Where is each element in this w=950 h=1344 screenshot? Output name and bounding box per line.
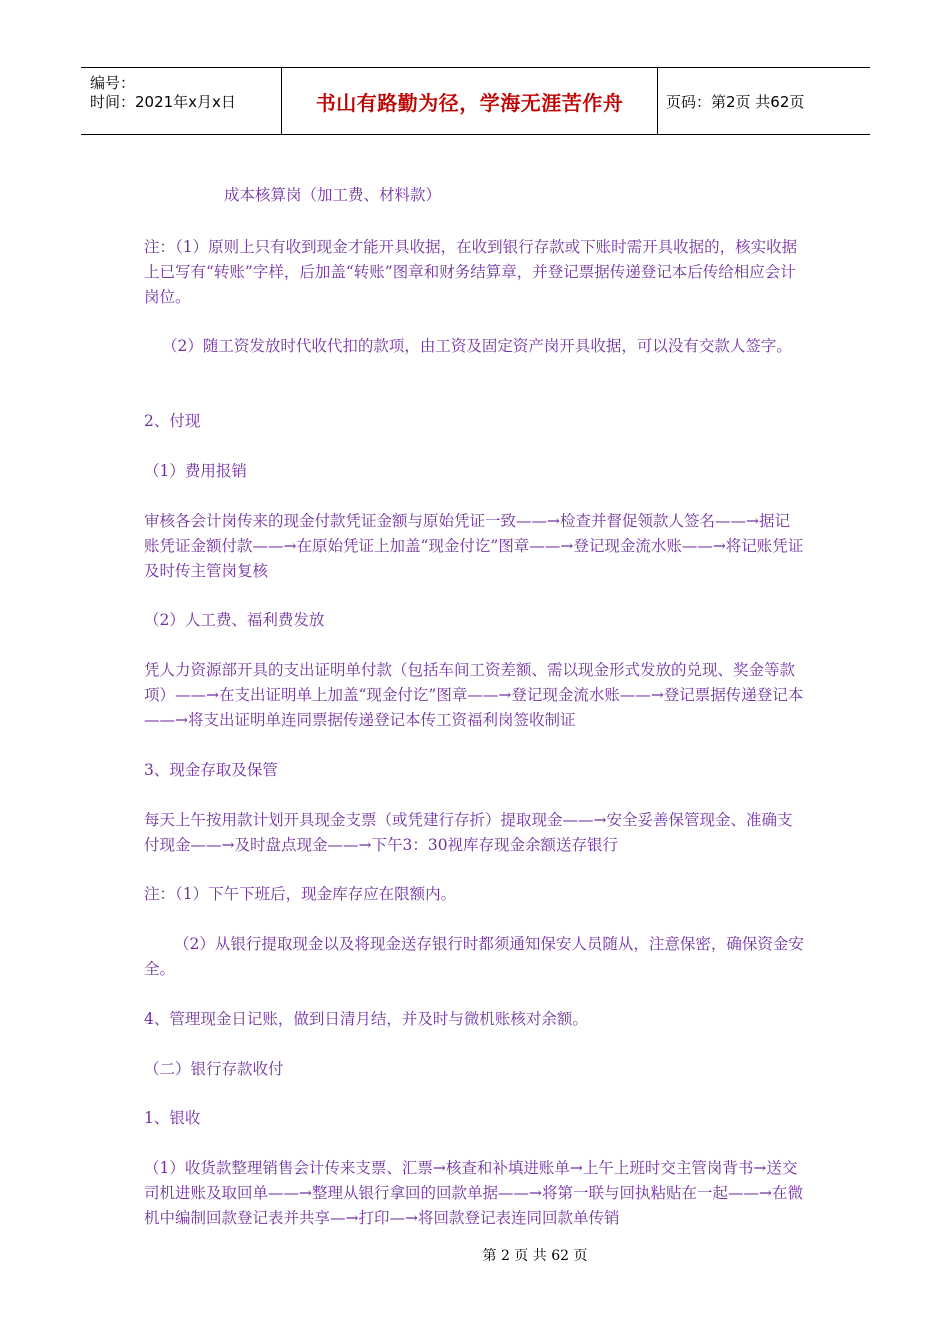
header-info-cell <box>81 68 282 134</box>
document-number-label: 编号： <box>90 74 136 92</box>
note-paragraph: （2）随工资发放时代收代扣的款项，由工资及固定资产岗开具收据，可以没有交款人签字。 <box>162 337 792 355</box>
section-heading: 3、现金存取及保管 <box>144 761 278 779</box>
process-paragraph: 每天上午按用款计划开具现金支票（或凭建行存折）提取现金——→安全妥善保管现金、准确支付现金——→及时盘点现金——→下午3：30视库存现金余额送存银行 <box>144 811 793 854</box>
section-heading: 1、银收 <box>144 1109 201 1127</box>
note-paragraph: （2）从银行提取现金以及将现金送存银行时都须通知保安人员随从，注意保密，确保资金安全。 <box>144 935 804 978</box>
process-paragraph: （1）收货款整理销售会计传来支票、汇票→核查和补填进账单→上午上班时交主管岗背书→送交司机进账及取回单——→整理从银行拿回的回款单据——→将第一联与回执粘贴在一起——→在微机中编制回款登记表并共享—→打印—→将回款登记表连同回款单传销 <box>144 1159 803 1227</box>
subsection-heading: （2）人工费、福利费发放 <box>144 611 325 629</box>
note-paragraph: 注：（1）下午下班后，现金库存应在限额内。 <box>144 885 457 903</box>
section-heading: 2、付现 <box>144 412 201 430</box>
header-page-code: 页码：第2页 共62页 <box>666 92 805 111</box>
page-footer: 第 2 页 共 62 页 <box>482 1248 588 1264</box>
header-page-cell <box>658 68 870 134</box>
page-header <box>81 67 870 135</box>
header-motto: 书山有路勤为径，学海无涯苦作舟 <box>315 90 624 115</box>
note-paragraph: 注：（1）原则上只有收到现金才能开具收据，在收到银行存款或下账时需开具收据的，核实收据上已写有“转账”字样，后加盖“转账”图章和财务结算章，并登记票据传递登记本后传给相应会计岗位。 <box>144 238 798 306</box>
process-paragraph: 审核各会计岗传来的现金付款凭证金额与原始凭证一致——→检查并督促领款人签名——→据记账凭证金额付款——→在原始凭证上加盖“现金付讫”图章——→登记现金流水账——→将记账凭证及时传主管岗复核 <box>144 512 804 580</box>
subsection-heading: （1）费用报销 <box>144 462 247 480</box>
header-motto-cell <box>282 68 658 134</box>
document-date: 时间：2021年x月x日 <box>90 93 236 111</box>
section-heading: 4、管理现金日记账，做到日清月结，并及时与微机账核对余额。 <box>144 1010 588 1028</box>
section-heading: （二）银行存款收付 <box>144 1060 284 1078</box>
section-title: 成本核算岗（加工费、材料款） <box>224 186 442 204</box>
process-paragraph: 凭人力资源部开具的支出证明单付款（包括车间工资差额、需以现金形式发放的兑现、奖金等款项）——→在支出证明单上加盖“现金付讫”图章——→登记现金流水账——→登记票据传递登记本——→将支出证明单连同票据传递登记本传工资福利岗签收制证 <box>144 661 804 729</box>
